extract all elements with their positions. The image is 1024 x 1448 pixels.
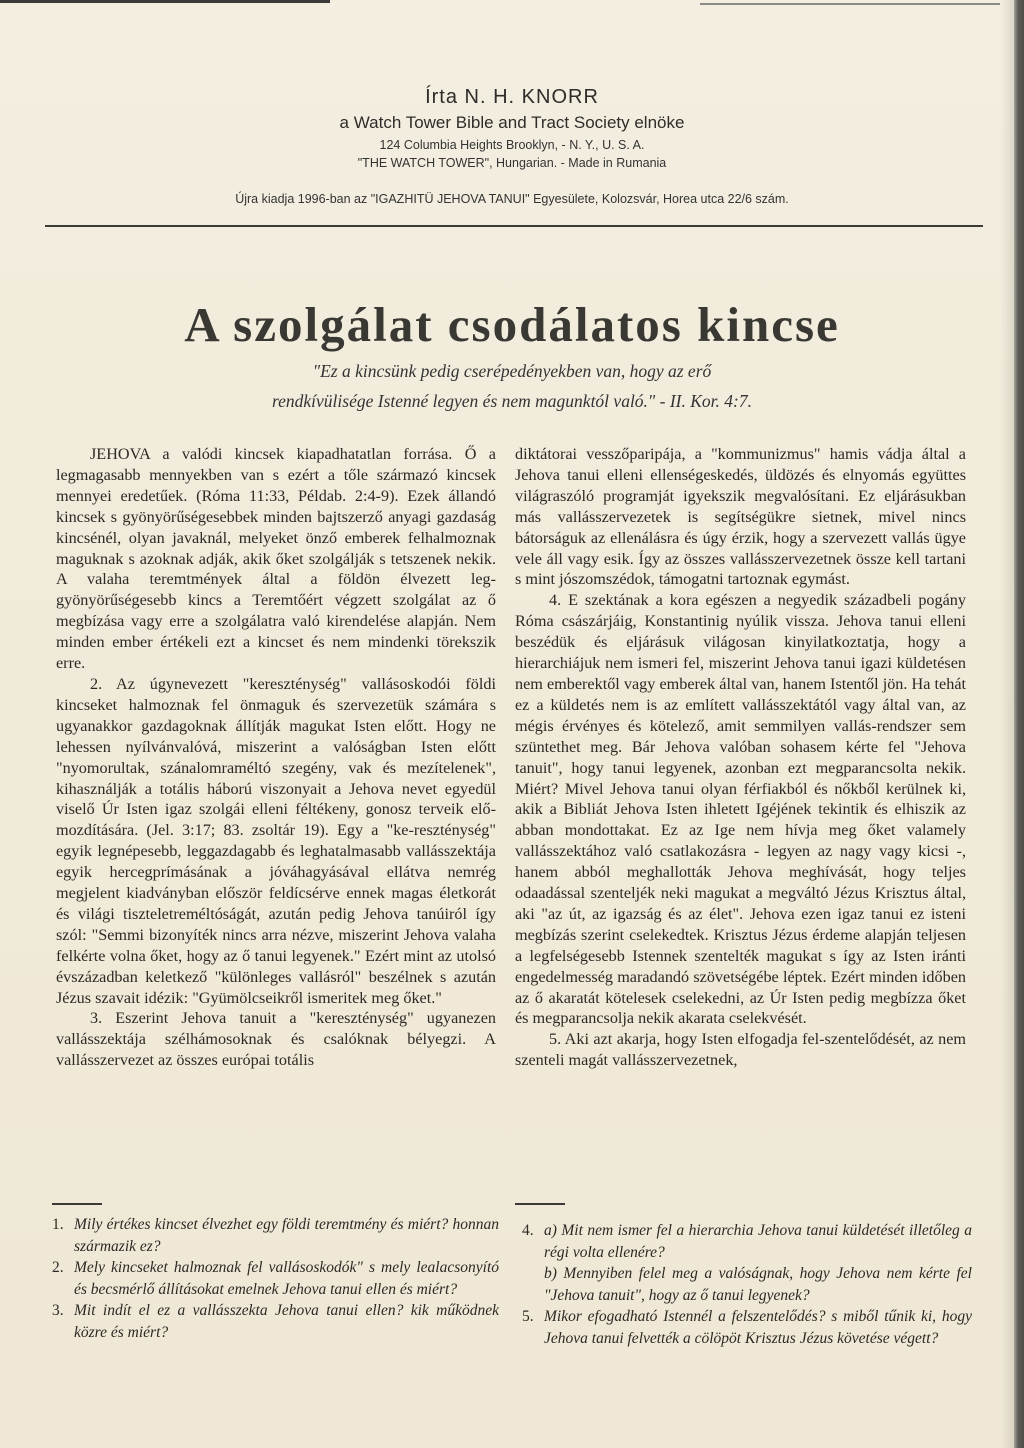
reprint-notice: Újra kiadja 1996-ban az "IGAZHITÜ JEHOVA TANUI" Egyesülete, Kolozsvár, Horea utca 22/6 szám. — [235, 192, 789, 206]
paragraph-3: 3. Eszerint Jehova tanuit a "kereszténység" ugyanezen vallásszektája szélhámosoknak és csalóknak bélyegzi. A vallásszervezet az összes európai totális — [56, 1009, 496, 1070]
question-text: Mikor efogadható Istennél a felszentelődés? s miből tűnik ki, hogy Jehova tanui felvették a cölöpöt Krisztus Jézus követése végett? — [544, 1308, 972, 1347]
masthead — [0, 84, 1024, 172]
author-line: Írta N. H. KNORR — [425, 86, 599, 108]
question-text: Mely kincseket halmoznak fel vallásoskodók" s mely lealacsonyító és becsmérlő állításokat emelnek Jehova tanui ellen és miért? — [74, 1259, 499, 1298]
study-questions-right — [522, 1220, 972, 1349]
question-text: a) Mit nem ismer fel a hierarchia Jehova tanui küldetését illetőleg a régi volta ellenére? — [544, 1222, 972, 1261]
question-item — [522, 1306, 972, 1349]
paragraph-3-continued: diktátorai vesszőparipája, a "kommunizmus" hamis vádja által a Jehova tanui elleni ellenségeskedés, üldözés és elnyomás együttes világraszóló programját igyekszik megvalósítani. Ez eljárásukban más vallásszervezetek is segítségükre sietnek, mivel nincs bátorságuk az ellenálásra és úgy érzik, hogy a szervezett vallás ügye vele áll vagy esik. Így az összes vallásszervezetnek össze kell tartani s mint jószomszédok, támogatni tartoznak egymást. — [515, 445, 966, 589]
epigraph — [0, 356, 1024, 416]
question-number: 3. — [52, 1302, 64, 1319]
society-line: a Watch Tower Bible and Tract Society elnöke — [339, 113, 685, 132]
scan-top-edge — [0, 0, 1024, 5]
header-divider — [45, 225, 983, 227]
questions-divider-left — [52, 1203, 102, 1205]
address-line: 124 Columbia Heights Brooklyn, - N. Y., U. S. A. — [379, 138, 645, 152]
paragraph-1: JEHOVA a valódi kincsek kiapadhatatlan forrása. Ő a legmagasabb mennyekben van s ezért a tőle származó kincsek mennyei eredetűek. (Róma 11:33, Példab. 2:4-9). Ezek állandó kincsek s gyönyörűségesebbek minden bajtszerző anyagi gazdaság kincsénél, olyan javaknál, melyeket önző emberek felhalmoznak maguknak s azoknak adják, akik őket szolgálják s tetszenek nekik. A valaha teremtmények által a földön élvezett leg-gyönyörűségesebb kincs a Teremtőért végzett szolgálat az ő megbízása vagy erre a szolgálatra való kirendelése alapján. Nem minden ember értékeli ezt a kincset és nem mindenki törekszik erre. — [56, 445, 496, 673]
epigraph-line: rendkívülisége Istenné legyen és nem magunktól való." - II. Kor. 4:7. — [271, 391, 753, 411]
question-text: Mit indít el ez a vallásszekta Jehova tanui ellen? kik működnek közre és miért? — [74, 1302, 499, 1341]
question-item — [522, 1220, 972, 1263]
question-number: 2. — [52, 1259, 64, 1276]
paragraph-4: 4. E szektának a kora egészen a negyedik századbeli pogány Róma császárjáig, Konstantinig nyúlik vissza. Jehova tanui elleni beszédük és eljárásuk világosan kinyilatkoztatja, hogy a hierarchiájuk nem ismeri fel, miszerint Jehova tanui igazi küldetésen nem emberektől vagy emberek által van, hanem Istentől jön. Ha tehát ez a küldetés nem is az említett vallásszektától vagy által van, az mégis érvényes és kötelező, amit semmilyen vallás-rendszer sem szüntethet meg. Bár Jehova valóban sohasem kérte fel "Jehova tanuit", hogy tanui legyenek, azonban ezt megparancsolta nekik. Miért? Mivel Jehova tanui olyan férfiakból és nőkből kerülnek ki, akik a Bibliát Jehova Isten ihletett Igéjének tekintik és elhiszik az abban mondottakat. Ez az Ige nem hívja meg őket valamely vallásszektához való csatlakozásra - legyen az nagy vagy kicsi -, hanem abból meghallották Jehova meghívását, hogy teljes odaadással szenteljék neki magukat a megváltó Jézus Krisztus által, aki "az út, az igazság és az élet". Jehova ezen igaz tanui ez isteni megbízás szerint cselekedtek. Krisztus Jézus érdeme alapján teljesen a legfelségesebb Istennek szentelték magukat s így az Isten iránti engedelmesség maradandó szövetségébe léptek. Ezért minden időben az ő akaratát kötelesek cselekedni, az Úr Isten pedig megbízza őket és megparancsolja nekik akarata cselekvését. — [515, 591, 966, 1028]
question-text: Mily értékes kincset élvezhet egy földi teremtmény és miért? honnan származik ez? — [74, 1216, 499, 1255]
publisher-line: "THE WATCH TOWER", Hungarian. - Made in Rumania — [357, 156, 667, 170]
question-item — [52, 1300, 499, 1343]
paragraph-2: 2. Az úgynevezett "kereszténység" vallásoskodói földi kincseket halmoznak fel önmaguk és szervezetük számára s ugyanakkor gazdagoknak állítják magukat Isten előtt. Hogy ne lehessen nyílvánvalóvá, miszerint a valóságban Isten előtt "nyomorultak, szánalomraméltó szegény, vak és mezítelenek", kihasználják a totális háború viszonyait a Jehova nevet egyedül viselő Úr Isten igaz szolgái elleni féltékeny, gonosz terveik elő-mozdítására. (Jel. 3:17; 83. zsoltár 19). Egy a "ke-reszténység" egyik legnépesebb, leggazdagabb és leghatalmasabb vallásszektája egyik hercegprímásának a jóváhagyásával ellátva nemrég megjelent kiadványban először feldícsérve ennek magas életkorát és világi tiszteletreméltóságát, azután pedig Jehova tanúiról így szól: "Semmi bizonyíték nincs arra nézve, miszerint Jehova valaha felkérte volna őket, hogy az ő tanui legyenek." Ezért mint az utolsó évszázadban keletkező "különleges vallásról" beszélnek s azután Jézus szavait idézik: "Gyümölcseikről ismeritek meg őket." — [56, 674, 496, 1007]
article-title: A szolgálat csodálatos kincse — [184, 297, 840, 352]
study-questions-left — [52, 1214, 499, 1343]
epigraph-line: "Ez a kincsünk pedig cserépedényekben van, hogy az erő — [312, 361, 712, 381]
question-number: 4. — [522, 1222, 534, 1239]
scan-right-edge — [1014, 0, 1024, 1448]
right-column — [515, 444, 966, 1071]
question-item — [52, 1257, 499, 1300]
left-column — [56, 444, 496, 1071]
question-item — [52, 1214, 499, 1257]
question-subpart: b) Mennyiben felel meg a valóságnak, hogy Jehova nem kérte fel "Jehova tanuit", hogy az ő tanui legyenek? — [544, 1265, 972, 1304]
question-number: 1. — [52, 1216, 64, 1233]
paragraph-5: 5. Aki azt akarja, hogy Isten elfogadja fel-szentelődését, az nem szenteli magát vallásszervezetnek, — [515, 1030, 966, 1070]
questions-divider-right — [515, 1203, 565, 1205]
scan-fold-shadow — [1000, 0, 1014, 1448]
question-number: 5. — [522, 1308, 534, 1325]
